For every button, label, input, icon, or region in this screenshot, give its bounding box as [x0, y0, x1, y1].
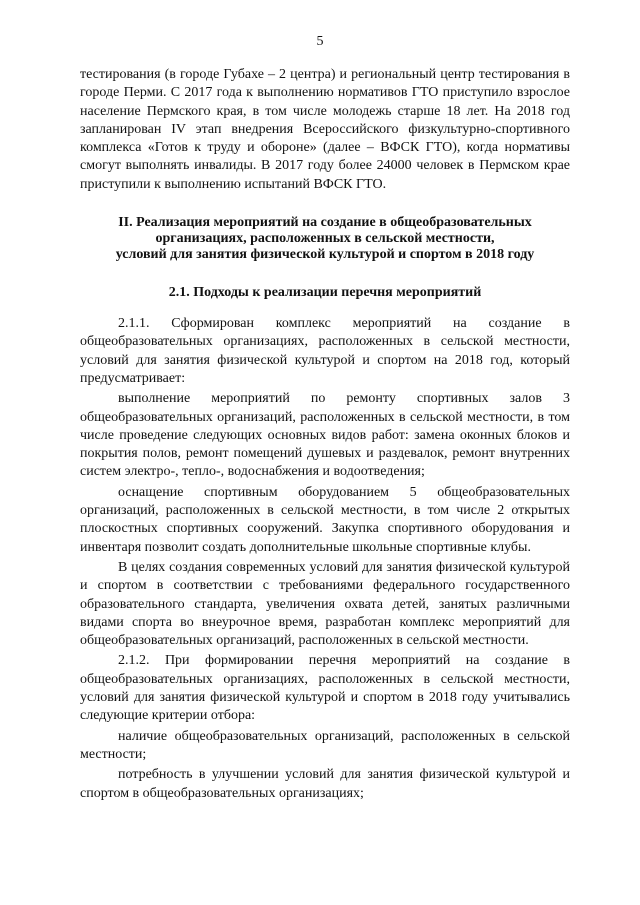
paragraph-equipment: оснащение спортивным оборудованием 5 общеобразовательных организаций, расположенных в сельской местности, в том числе 2 открытых плоскостных спортивных сооружений. Закупка спортивного оборудования и инвентаря позволит создать дополнительные школьные спортивные клубы. [80, 484, 570, 555]
paragraph-repair: выполнение мероприятий по ремонту спортивных залов 3 общеобразовательных организаций, расположенных в сельской местности, в том числе проведение следующих основных видов работ: замена оконных блоков и покрытия полов, ремонт помещений душевых и раздевалок, ремонт внутренних систем электро-, тепло-, водоснабжения и водоотведения; [80, 391, 570, 480]
section-heading-line: организациях, расположенных в сельской местности, [155, 231, 495, 247]
paragraph-2-1-2: 2.1.2. При формировании перечня мероприятий на создание в общеобразовательных организациях, расположенных в сельской местности, условий для занятия физической культурой и спортом в 2018 году учитывались следующие критерии отбора: [80, 653, 570, 724]
section-heading [80, 215, 570, 263]
intro-paragraph: тестирования (в городе Губахе – 2 центра) и региональный центр тестирования в городе Перми. С 2017 года к выполнению нормативов ГТО приступило взрослое население Пермского края, в том числе молодежь старше 18 лет. На 2018 год запланирован IV этап внедрения Всероссийского физкультурно-спортивного комплекса «Готов к труду и обороне» (далее – ВФСК ГТО), когда нормативы смогут выполнять инвалиды. В 2017 году более 24000 человек в Пермском крае приступили к выполнению испытаний ВФСК ГТО. [80, 67, 570, 192]
section-heading-line: II. Реализация мероприятий на создание в общеобразовательных [118, 215, 532, 231]
page-content [80, 66, 570, 803]
paragraph-2-1-1: 2.1.1. Сформирован комплекс мероприятий на создание в общеобразовательных организациях, расположенных в сельской местности, условий для занятия физической культурой и спортом на 2018 год, который предусматривает: [80, 316, 570, 386]
paragraph-goals: В целях создания современных условий для занятия физической культурой и спортом в соответствии с требованиями федерального государственного образовательного стандарта, увеличения охвата детей, занятых различными видами спорта во внеурочное время, разработан комплекс мероприятий для общеобразовательных организаций, расположенных в сельской местности. [80, 559, 570, 649]
paragraph-criterion-presence: наличие общеобразовательных организаций, расположенных в сельской местности; [80, 728, 570, 762]
paragraph-criterion-need: потребность в улучшении условий для занятия физической культурой и спортом в общеобразовательных организациях; [80, 767, 570, 801]
page-number: 5 [316, 34, 324, 49]
section-heading-line: условий для занятия физической культурой и спортом в 2018 году [115, 247, 535, 263]
subsection-heading: 2.1. Подходы к реализации перечня мероприятий [168, 285, 482, 301]
